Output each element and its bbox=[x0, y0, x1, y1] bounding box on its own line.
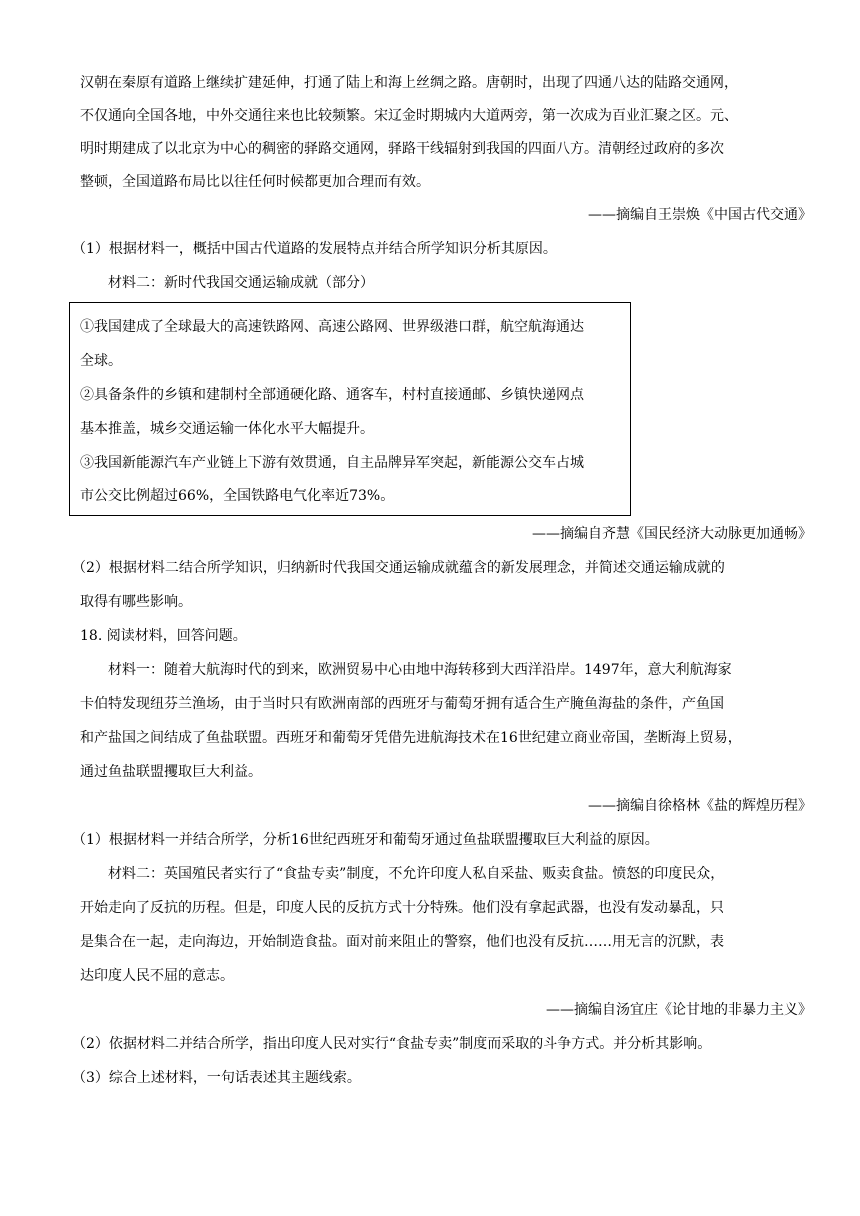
q17-material1-line-1: 汉朝在秦原有道路上继续扩建延伸，打通了陆上和海上丝绸之路。唐朝时，出现了四通八达的陆路交通网， bbox=[80, 75, 738, 91]
q18-heading: 18. 阅读材料，回答问题。 bbox=[80, 628, 247, 644]
box-line-4: 基本推盖，城乡交通运输一体化水平大幅提升。 bbox=[80, 421, 374, 437]
q17-material1-line-4: 整顿，全国道路布局比以往任何时候都更加合理而有效。 bbox=[80, 174, 430, 190]
box-line-6: 市公交比例超过66%，全国铁路电气化率近73%。 bbox=[80, 488, 395, 504]
q18-material2-line-3: 是集合在一起，走向海边，开始制造食盐。面对前来阻止的警察，他们也没有反抗……用无言的沉默，表 bbox=[80, 934, 724, 950]
q18-material1-line-4: 通过鱼盐联盟攫取巨大利益。 bbox=[80, 764, 262, 780]
q17-source-2: ——摘编自齐慧《国民经济大动脉更加通畅》 bbox=[532, 526, 812, 542]
box-line-5: ③我国新能源汽车产业链上下游有效贯通，自主品牌异军突起，新能源公交车占城 bbox=[80, 455, 584, 471]
q18-question-2: （2）依据材料二并结合所学，指出印度人民对实行“食盐专卖”制度而采取的斗争方式。并分析其影响。 bbox=[72, 1036, 712, 1052]
q18-material2-line-1: 材料二：英国殖民者实行了“食盐专卖”制度，不允许印度人私自采盐、贩卖食盐。愤怒的印度民众， bbox=[108, 866, 725, 882]
q17-question-1: （1）根据材料一，概括中国古代道路的发展特点并结合所学知识分析其原因。 bbox=[72, 241, 557, 257]
q17-question-2-line-1: （2）根据材料二结合所学知识，归纳新时代我国交通运输成就蕴含的新发展理念，并简述交通运输成就的 bbox=[72, 560, 725, 576]
q17-material2-title: 材料二：新时代我国交通运输成就（部分） bbox=[108, 275, 374, 291]
q18-source-2: ——摘编自汤宜庄《论甘地的非暴力主义》 bbox=[546, 1002, 812, 1018]
q18-material1-line-2: 卡伯特发现纽芬兰渔场，由于当时只有欧洲南部的西班牙与葡萄牙拥有适合生产腌鱼海盐的条件，产鱼国 bbox=[80, 696, 724, 712]
q17-material2-box bbox=[69, 302, 631, 516]
q18-material2-line-4: 达印度人民不屈的意志。 bbox=[80, 968, 234, 984]
q18-source-1: ——摘编自徐格林《盐的辉煌历程》 bbox=[588, 798, 812, 814]
box-line-2: 全球。 bbox=[80, 353, 122, 369]
box-line-3: ②具备条件的乡镇和建制村全部通硬化路、通客车，村村直接通邮、乡镇快递网点 bbox=[80, 387, 584, 403]
q18-question-1: （1）根据材料一并结合所学，分析16世纪西班牙和葡萄牙通过鱼盐联盟攫取巨大利益的原因。 bbox=[72, 832, 659, 848]
q17-material1-line-3: 明时期建成了以北京为中心的稠密的驿路交通网，驿路干线辐射到我国的四面八方。清朝经过政府的多次 bbox=[80, 141, 724, 157]
q18-question-3: （3）综合上述材料，一句话表述其主题线索。 bbox=[72, 1070, 361, 1086]
q17-material1-line-2: 不仅通向全国各地，中外交通往来也比较频繁。宋辽金时期城内大道两旁，第一次成为百业汇聚之区。元、 bbox=[80, 108, 738, 124]
q18-material1-line-1: 材料一：随着大航海时代的到来，欧洲贸易中心由地中海转移到大西洋沿岸。1497年，意大利航海家 bbox=[108, 662, 732, 678]
q18-material2-line-2: 开始走向了反抗的历程。但是，印度人民的反抗方式十分特殊。他们没有拿起武器，也没有发动暴乱，只 bbox=[80, 900, 724, 916]
q17-question-2-line-2: 取得有哪些影响。 bbox=[80, 594, 192, 610]
box-line-1: ①我国建成了全球最大的高速铁路网、高速公路网、世界级港口群，航空航海通达 bbox=[80, 319, 584, 335]
q18-material1-line-3: 和产盐国之间结成了鱼盐联盟。西班牙和葡萄牙凭借先进航海技术在16世纪建立商业帝国，垄断海上贸易， bbox=[80, 730, 742, 746]
q17-source-1: ——摘编自王崇焕《中国古代交通》 bbox=[588, 207, 812, 223]
